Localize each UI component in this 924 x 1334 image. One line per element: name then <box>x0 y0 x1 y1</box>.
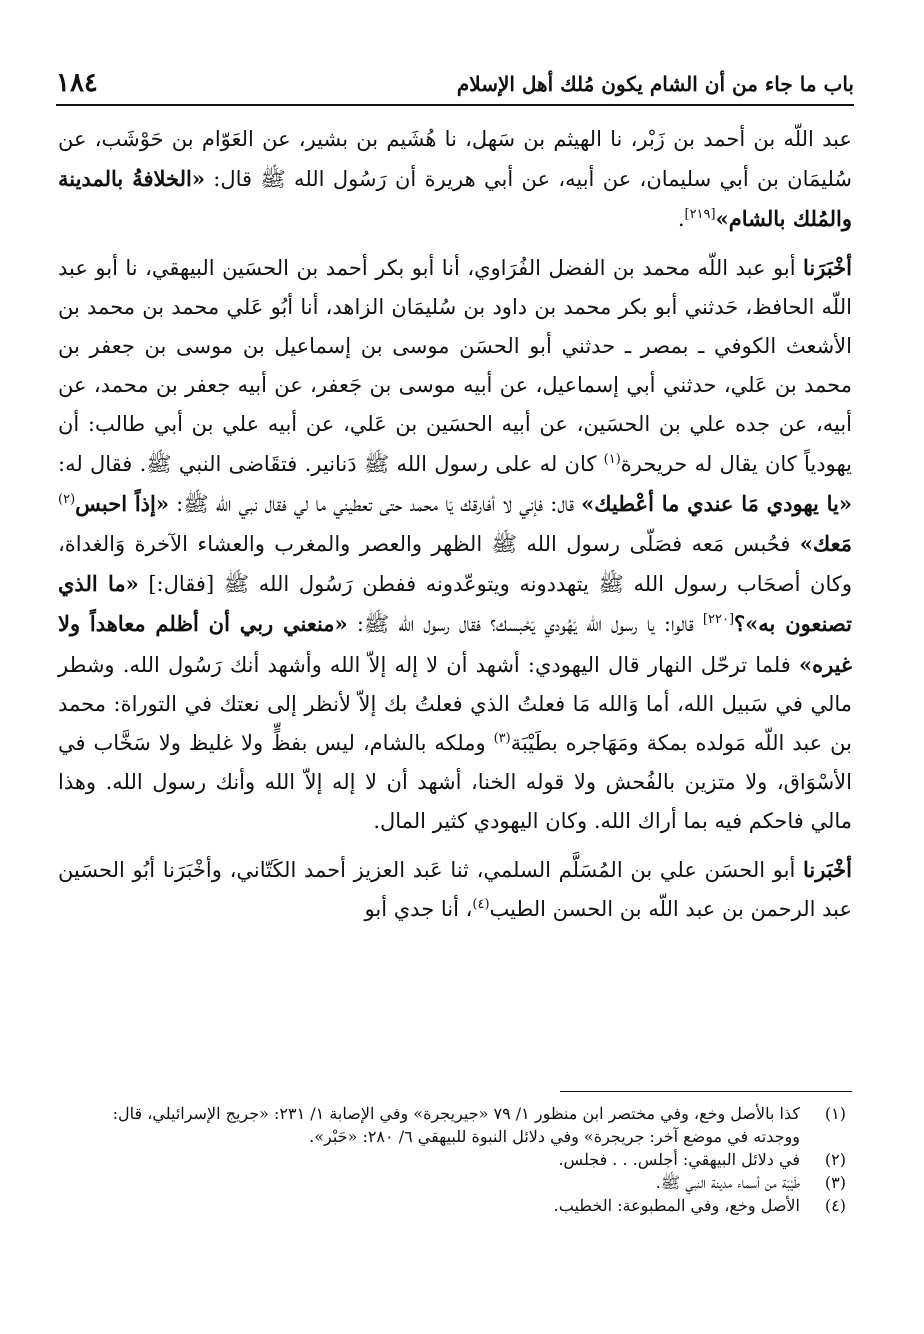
text-segment: . <box>677 207 685 232</box>
paragraph-1 <box>58 120 852 240</box>
footnote-marker: (٣) <box>493 731 511 747</box>
footnote <box>62 1171 846 1194</box>
footnote-separator <box>560 1091 852 1092</box>
footnote-marker: (٢) <box>58 491 76 507</box>
paragraph-lead: أخْبَرَنا <box>803 254 852 280</box>
text-segment: قالوا: يا رسول الله يَهُودي يَحْبسك؟ فقال رسول الله ﷺ: <box>347 612 703 637</box>
text-segment: وملكه بالشام، ليس بفظٍّ ولا غليظ ولا سَخَّاب في الأسْوَاق، ولا متزين بالفُحش ولا قوله الخنا، أشهد أن لا إله إلاّ الله وأنك رسول الله. وهذا مالي فاحكم فيه بما أراك الله. وكان اليهودي كثير المال. <box>58 731 852 834</box>
footnote <box>62 1102 846 1148</box>
footnote-text: في دلائل البيهقي: أجلس. . . فجلس. <box>558 1150 800 1169</box>
footnote <box>62 1194 846 1217</box>
hadith-quote: «يا يهودي مَا عندي ما أعْطيك» <box>581 490 852 516</box>
footnote-marker: (٤) <box>472 896 490 912</box>
paragraph-2 <box>58 248 852 842</box>
text-segment: كان له على رسول الله ﷺ دَنانير. فتقَاضى النبي ﷺ. فقال له: <box>58 451 604 476</box>
text-segment: فحُبس مَعه فصَلّى رسول الله ﷺ الظهر والعصر والمغرب والعشاء الآخرة وَالغداة، وكان أصحَاب رسول الله ﷺ يتهددونه ويتوعّدونه ففطن رَسُول الله ﷺ [فقال:] <box>58 532 852 597</box>
text-segment: أبو الحسَن علي بن المُسَلَّم السلمي، ثنا عَبد العزيز أحمد الكَتّاني، وأخْبَرَنا أبُو الحسَين عبد الرحمن بن عبد اللّه بن الحسن الطيب <box>58 857 852 921</box>
text-segment: ، أنا جدي أبو <box>364 896 473 921</box>
footnote-text: طَيْبَة من أسماء مدينة النبي ﷺ. <box>655 1173 800 1192</box>
paragraph-3 <box>58 850 852 929</box>
text-segment: قال: فإني لا أفارقك يَا محمد حتى تعطيني ما لي فقال نبي الله ﷺ: <box>169 491 582 516</box>
text-segment: أبو عبد اللّه محمد بن الفضل الفُرَاوي، أنا أبو بكر أحمد بن الحسَين البيهقي، نا أبو عبد اللّه الحافظ، حَدثني أبو بكر محمد بن داود بن سُليمَان الزاهد، أنا أبُو عَلي محمد بن محمد بن الأشعث الكوفي ـ بمصر ـ حدثني أبو الحسَن موسى بن إسماعيل بن موسى بن جعفر بن محمد بن عَلي، حدثني أبي إسماعيل، عن أبيه موسى بن جَعفر، عن أبيه جعفر بن محمد، عن أبيه، عن جده علي بن الحسَين، عن أبيه الحسَين بن عَلي، عن أبيه علي بن أبي طالب: أن يهودياً كان يقال له حريحرة <box>58 255 853 476</box>
page-header <box>56 52 854 106</box>
hadith-quote: مَعك» <box>799 531 852 557</box>
running-title: باب ما جاء من أن الشام يكون مُلك أهل الإسلام <box>456 72 854 96</box>
footnote-number: (٤) <box>824 1196 846 1215</box>
hadith-quote: «منعني ربي أن أظلم معاهداً ولا غيره» <box>58 611 852 677</box>
hadith-quote: «الخلافةُ بالمدينة والمُلك بالشام» <box>58 166 852 232</box>
text-segment: فلما ترحّل النهار قال اليهودي: أشهد أن لا إله إلاّ الله وأشهد أنك رَسُول الله. وشطر مالي في سَبيل الله، أما وَالله مَا فعلتُ الذي فعلتُ بك إلاّ لأنظر إلى نعتك في التوراة: محمد بن عبد اللّه مَولده بمكة ومَهَاجره بطَيْبَة <box>58 652 852 756</box>
reference-number: [٢١٩] <box>684 207 716 223</box>
footnote <box>62 1148 846 1171</box>
paragraph-lead: أخْبَرنا <box>803 856 852 882</box>
footnote-text: الأصل وخع، وفي المطبوعة: الخطيب. <box>553 1196 800 1215</box>
page-number: ١٨٤ <box>56 68 98 98</box>
main-text <box>58 120 852 929</box>
footnote-number: (١) <box>824 1104 846 1123</box>
hadith-quote: «ما الذي تصنعون به»؟ <box>58 571 852 637</box>
text-segment: عبد اللّه بن أحمد بن زَبْر، نا الهيثم بن سَهل، نا هُشَيم بن بشير، عن العَوّام بن حَوْشَب، عن سُليمَان بن أبي سليمان، عن أبيه، عن أبي هريرة أن رَسُول الله ﷺ قال: <box>58 127 852 192</box>
footnote-text: كذا بالأصل وخع، وفي مختصر ابن منظور ١/ ٧٩ «جيريجرة» وفي الإصابة ١/ ٢٣١: «جريج الإسرائيلي، قال: ووجدته في موضع آخر: جريجرة» وفي دلائل النبوة للبيهقي ٦/ ٢٨٠: «حَبْر». <box>112 1104 800 1146</box>
footnote-marker: (١) <box>603 451 621 467</box>
footnotes <box>62 1102 846 1217</box>
footnote-number: (٣) <box>824 1173 846 1192</box>
hadith-quote: «إذاً احبس <box>75 490 169 516</box>
reference-number: [٢٢٠] <box>702 612 735 628</box>
footnote-number: (٢) <box>824 1150 846 1169</box>
